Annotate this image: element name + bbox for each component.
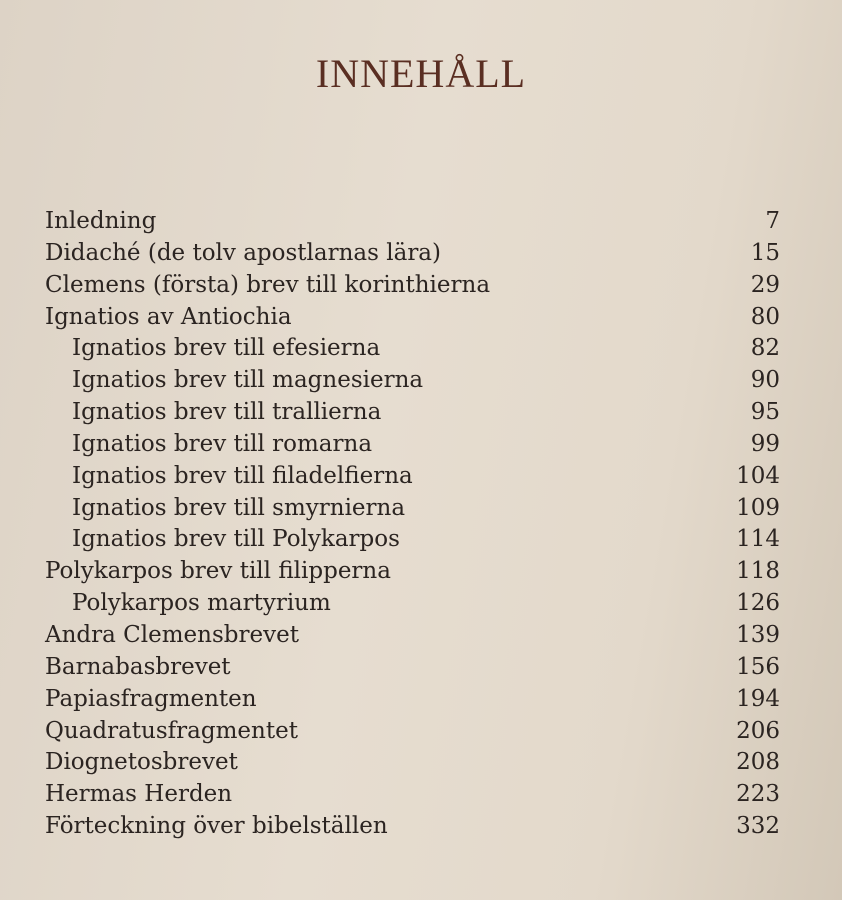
toc-entry-page: 90	[750, 367, 780, 394]
toc-entry-page: 95	[750, 399, 780, 426]
toc-entry-title: Quadratusfragmentet	[45, 717, 298, 744]
toc-entry-page: 82	[750, 335, 780, 362]
toc-entry	[45, 556, 780, 588]
toc-entry-title: Ignatios brev till romarna	[72, 430, 373, 457]
toc-entry-page: 99	[750, 430, 780, 457]
toc-entry-page: 118	[736, 558, 780, 585]
toc-subentry	[45, 429, 780, 461]
toc-entry	[45, 747, 780, 779]
toc-entry-title: Ignatios brev till efesierna	[72, 335, 381, 362]
toc-subentry	[45, 365, 780, 397]
toc-entry	[45, 206, 780, 238]
toc-entry-page: 208	[736, 749, 780, 776]
toc-entry-title: Polykarpos brev till filipperna	[45, 558, 391, 585]
toc-entry	[45, 652, 780, 684]
page-title: INNEHÅLL	[315, 51, 527, 96]
toc-entry	[45, 684, 780, 716]
toc-entry-page: 29	[750, 271, 780, 298]
toc-entry-page: 206	[736, 717, 780, 744]
toc-entry-page: 15	[750, 239, 780, 266]
toc-entry-page: 104	[736, 462, 780, 489]
toc-entry	[45, 811, 780, 843]
toc-entry-page: 126	[736, 590, 780, 617]
table-of-contents	[45, 206, 780, 843]
toc-entry-title: Diognetosbrevet	[45, 749, 238, 776]
toc-entry-title: Hermas Herden	[45, 781, 233, 808]
toc-entry-title: Ignatios brev till magnesierna	[72, 367, 424, 394]
toc-entry-title: Barnabasbrevet	[45, 653, 231, 680]
toc-entry	[45, 620, 780, 652]
toc-entry-title: Polykarpos martyrium	[72, 590, 331, 617]
toc-entry-page: 223	[736, 781, 780, 808]
toc-entry-page: 139	[736, 621, 780, 648]
toc-entry-page: 114	[736, 526, 780, 553]
toc-entry-title: Ignatios brev till Polykarpos	[72, 526, 400, 553]
toc-entry-page: 109	[736, 494, 780, 521]
toc-entry	[45, 238, 780, 270]
toc-subentry	[45, 397, 780, 429]
toc-entry-page: 194	[736, 685, 780, 712]
toc-subentry	[45, 333, 780, 365]
toc-subentry	[45, 493, 780, 525]
toc-entry-title: Andra Clemensbrevet	[45, 621, 299, 648]
toc-entry-title: Ignatios brev till trallierna	[72, 399, 382, 426]
toc-entry-page: 156	[736, 653, 780, 680]
toc-entry	[45, 302, 780, 334]
toc-entry-page: 80	[750, 303, 780, 330]
toc-entry-title: Förteckning över bibelställen	[45, 813, 388, 840]
toc-entry-title: Ignatios brev till filadelfierna	[72, 462, 413, 489]
toc-entry-title: Ignatios brev till smyrnierna	[72, 494, 406, 521]
toc-subentry	[45, 524, 780, 556]
toc-entry-page: 7	[765, 208, 780, 234]
toc-entry-title: Clemens (första) brev till korinthierna	[45, 271, 491, 298]
toc-entry	[45, 270, 780, 302]
toc-subentry	[45, 588, 780, 620]
toc-entry	[45, 716, 780, 748]
toc-entry-title: Inledning	[45, 208, 157, 234]
toc-entry-title: Ignatios av Antiochia	[45, 303, 292, 330]
toc-entry-title: Papiasfragmenten	[45, 685, 257, 712]
toc-entry-page: 332	[736, 813, 780, 840]
toc-entry-title: Didaché (de tolv apostlarnas lära)	[45, 239, 441, 266]
toc-entry	[45, 779, 780, 811]
toc-subentry	[45, 461, 780, 493]
